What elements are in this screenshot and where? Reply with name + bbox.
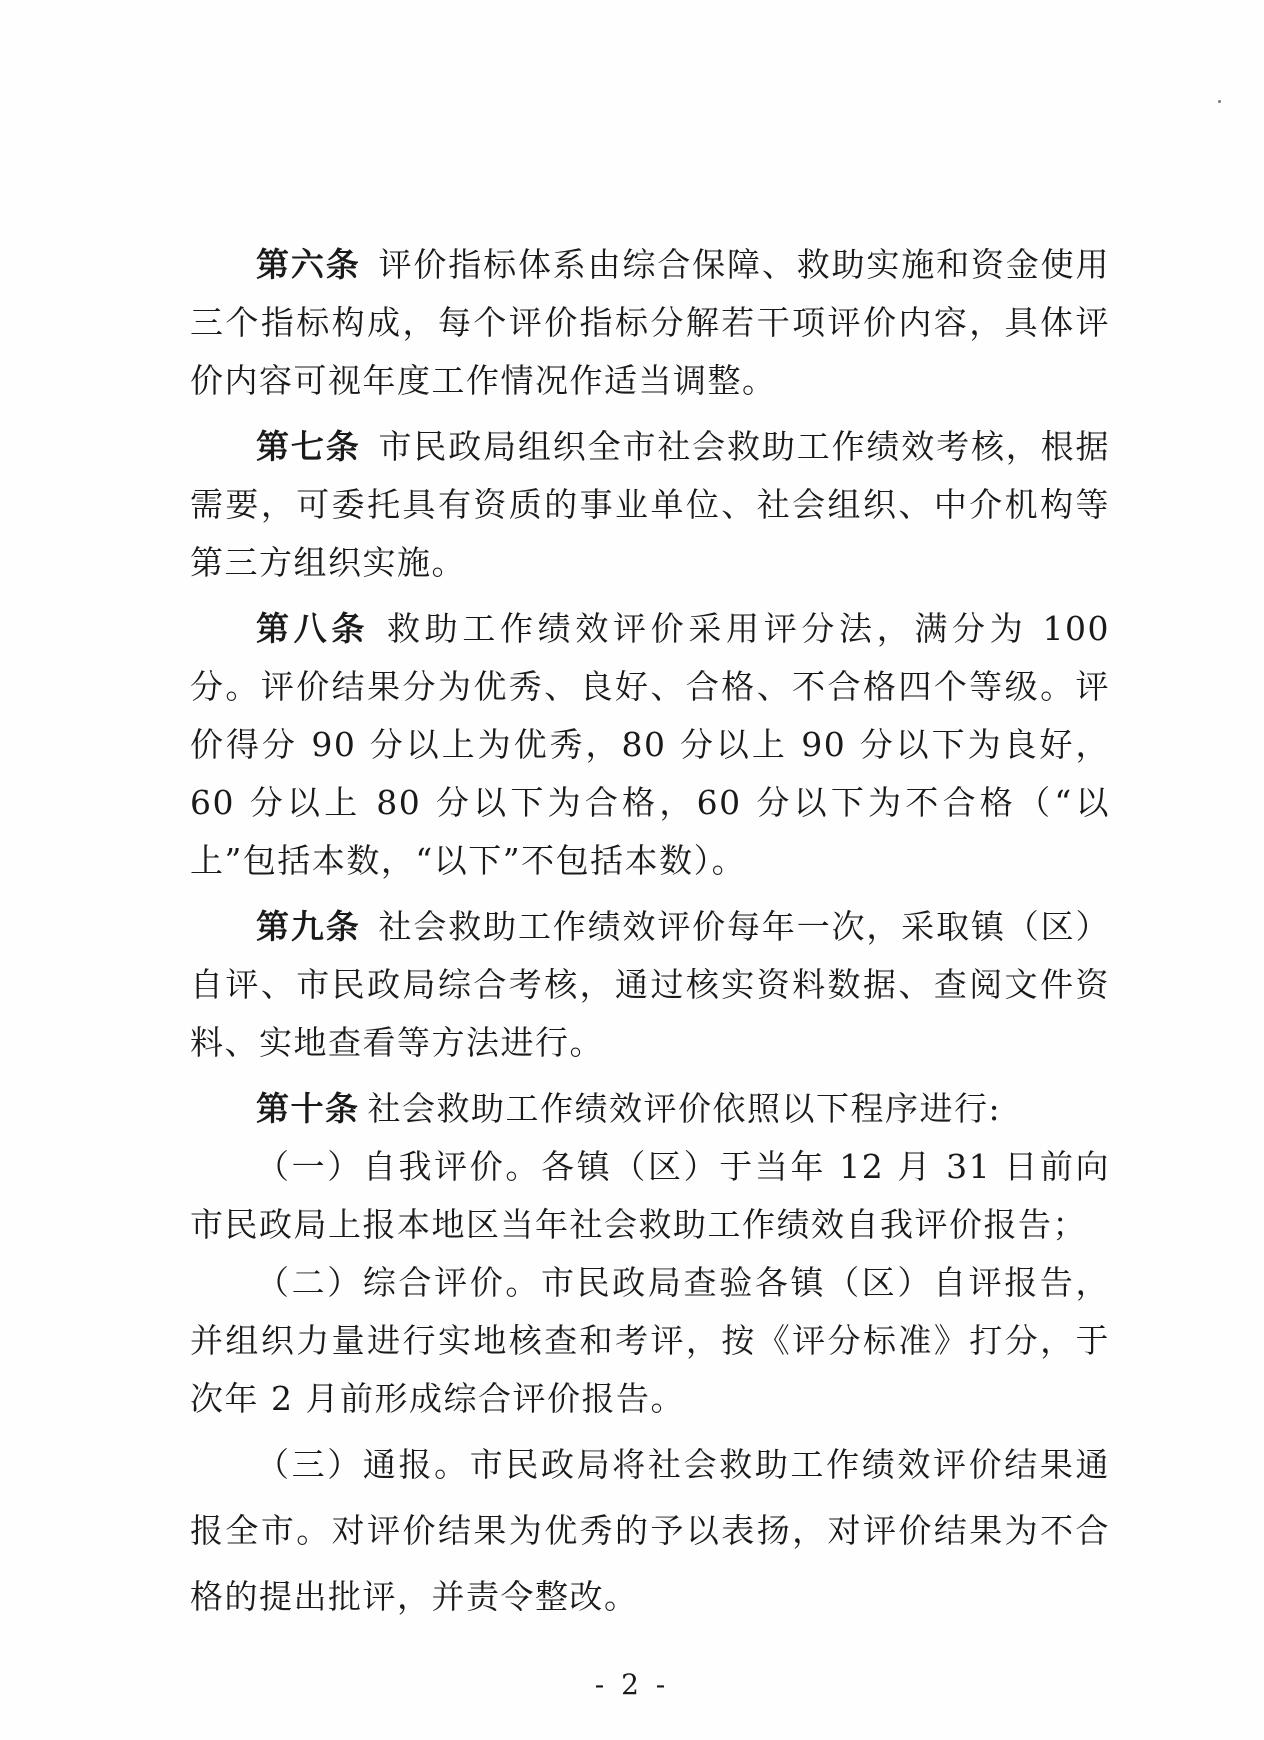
- procedure-item-3: （三）通报。市民政局将社会救助工作绩效评价结果通报全市。对评价结果为优秀的予以表扬，对评价结果为不合格的提出批评，并责令整改。: [190, 1445, 1110, 1616]
- page-number: - 2 -: [594, 1668, 670, 1701]
- article-text: 社会救助工作绩效评价依照以下程序进行:: [367, 1089, 1002, 1128]
- article-number: 第八条: [256, 609, 370, 648]
- article-text: 救助工作绩效评价采用评分法，满分为 100 分。评价结果分为优秀、良好、合格、不合格四个等级。评价得分 90 分以上为优秀，80 分以上 90 分以下为良好，60 分以上 80 分以下为合格，60 分以下为不合格（“以上”包括本数，“以下”不包括本数）。: [190, 609, 1111, 880]
- article-6: [190, 236, 1110, 410]
- article-10: [190, 1080, 1110, 1138]
- article-text: 市民政局组织全市社会救助工作绩效考核，根据需要，可委托具有资质的事业单位、社会组织、中介机构等第三方组织实施。: [190, 427, 1111, 582]
- procedure-item-2: （二）综合评价。市民政局查验各镇（区）自评报告，并组织力量进行实地核查和考评，按《评分标准》打分，于次年 2 月前形成综合评价报告。: [190, 1263, 1110, 1418]
- document-body: [190, 236, 1110, 1630]
- article-7: [190, 418, 1110, 592]
- scan-speck: [1218, 100, 1221, 103]
- article-text: 社会救助工作绩效评价每年一次，采取镇（区）自评、市民政局综合考核，通过核实资料数据、查阅文件资料、实地查看等方法进行。: [190, 907, 1111, 1062]
- article-8: [190, 600, 1110, 890]
- article-text: 评价指标体系由综合保障、救助实施和资金使用三个指标构成，每个评价指标分解若干项评价内容，具体评价内容可视年度工作情况作适当调整。: [190, 245, 1111, 400]
- article-number: 第六条: [256, 245, 361, 284]
- article-number: 第九条: [256, 907, 361, 946]
- article-number: 第十条: [256, 1089, 360, 1128]
- article-9: [190, 898, 1110, 1072]
- procedure-item-1: （一）自我评价。各镇（区）于当年 12 月 31 日前向市民政局上报本地区当年社会救助工作绩效自我评价报告；: [190, 1147, 1110, 1244]
- article-number: 第七条: [256, 427, 361, 466]
